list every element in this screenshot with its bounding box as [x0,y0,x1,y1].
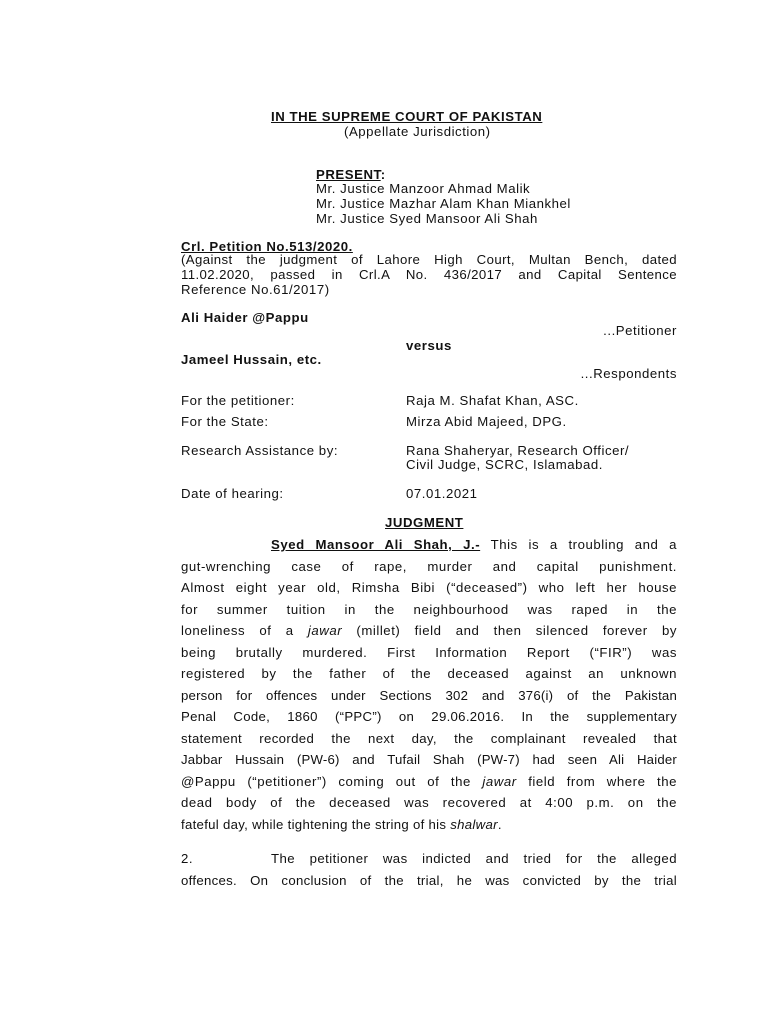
state-counsel-value: Mirza Abid Majeed, DPG. [406,414,567,429]
judgment-p2-number: 2. [181,851,194,866]
judgment-p1-line-6: being brutally murdered. First Information Report (“FIR”) was [181,645,677,660]
research-value-1: Rana Shaheryar, Research Officer/ [406,443,630,458]
judgment-p2-line-2: offences. On conclusion of the trial, he was convicted by the trial [181,873,677,888]
p1-line14-b: . [497,817,502,832]
p1-line14-a: fateful day, while tightening the string of his [181,817,451,832]
judgment-p2-line-1: The petitioner was indicted and tried for the alleged [271,851,677,866]
petitioner-counsel-label: For the petitioner: [181,393,295,408]
petitioner-counsel-value: Raja M. Shafat Khan, ASC. [406,393,579,408]
p1-line12-a: @Pappu (“petitioner”) coming out of the [181,774,483,789]
judge-2: Mr. Justice Mazhar Alam Khan Miankhel [316,196,571,211]
hearing-date-value: 07.01.2021 [406,486,478,501]
jurisdiction: (Appellate Jurisdiction) [344,124,491,139]
judgment-p1-line-14 [181,817,677,833]
p1-line5-a: loneliness of a [181,623,308,638]
case-against-line-1: (Against the judgment of Lahore High Court, Multan Bench, dated [181,252,677,267]
judgment-p1-line-2: gut-wrenching case of rape, murder and capital punishment. [181,559,677,574]
hearing-date-label: Date of hearing: [181,486,284,501]
judgment-p1-line-9: Penal Code, 1860 (“PPC”) on 29.06.2016. In the supplementary [181,709,677,724]
p1-line14-italic: shalwar [450,817,498,832]
judgment-p1-line-5 [181,623,677,639]
versus-label: versus [406,338,452,353]
judgment-p1-line-13: dead body of the deceased was recovered at 4:00 p.m. on the [181,795,677,810]
case-number: Crl. Petition No.513/2020. [181,239,353,254]
p1-line5-italic: jawar [307,623,343,638]
p1-line12-italic: jawar [482,774,517,789]
judgment-heading: JUDGMENT [385,515,464,530]
case-against-line-3: Reference No.61/2017) [181,282,330,297]
judge-3: Mr. Justice Syed Mansoor Ali Shah [316,211,538,226]
petitioner-role: ...Petitioner [603,323,677,338]
petitioner-name: Ali Haider @Pappu [181,310,309,325]
p1-line5-b: (millet) field and then silenced forever by [342,623,677,638]
judgment-p1-line-10: statement recorded the next day, the complainant revealed that [181,731,677,746]
judgment-p1-line-1 [271,537,677,553]
p1-line1-text: This is a troubling and a [480,537,677,552]
state-counsel-label: For the State: [181,414,269,429]
research-label: Research Assistance by: [181,443,339,458]
judgment-p1-line-11: Jabbar Hussain (PW-6) and Tufail Shah (PW-7) had seen Ali Haider [181,752,677,767]
present-label: PRESENT [316,167,381,182]
case-against-line-2: 11.02.2020, passed in Crl.A No. 436/2017 and Capital Sentence [181,267,677,282]
respondent-name: Jameel Hussain, etc. [181,352,322,367]
judgment-p1-line-12 [181,774,677,790]
judgment-p1-line-8: person for offences under Sections 302 and 376(i) of the Pakistan [181,688,677,703]
present-colon: : [380,167,386,182]
judgment-author: Syed Mansoor Ali Shah, J.- [271,537,481,552]
research-value-2: Civil Judge, SCRC, Islamabad. [406,457,603,472]
judgment-p1-line-7: registered by the father of the deceased against an unknown [181,666,677,681]
court-title: IN THE SUPREME COURT OF PAKISTAN [271,109,543,124]
p1-line12-b: field from where the [516,774,677,789]
judge-1: Mr. Justice Manzoor Ahmad Malik [316,181,531,196]
respondent-role: ...Respondents [580,366,677,381]
judgment-p1-line-3: Almost eight year old, Rimsha Bibi (“deceased”) who left her house [181,580,677,595]
judgment-p1-line-4: for summer tuition in the neighbourhood was raped in the [181,602,677,617]
